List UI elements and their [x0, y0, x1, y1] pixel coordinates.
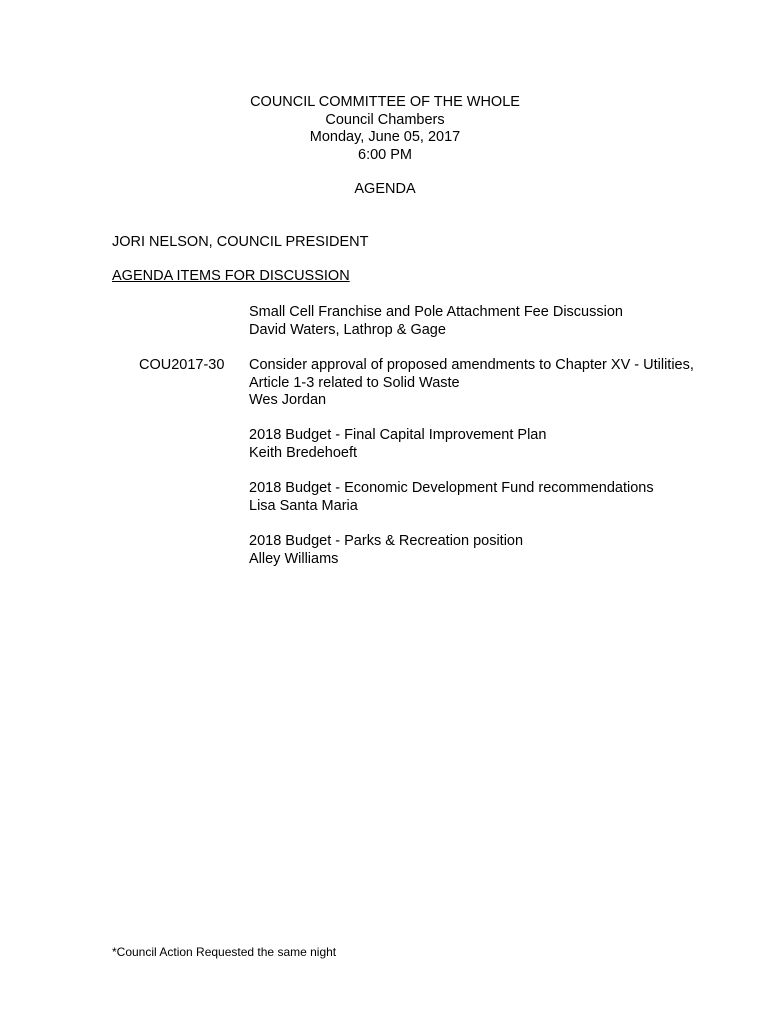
item-text	[249, 533, 729, 568]
agenda-label: AGENDA	[354, 181, 416, 197]
item-code: COU2017-30	[139, 357, 225, 373]
item-presenter: Keith Bredehoeft	[249, 444, 358, 461]
meeting-header	[0, 94, 770, 164]
item-presenter: Wes Jordan	[249, 392, 327, 408]
item-title: 2018 Budget - Final Capital Improvement Plan	[249, 427, 547, 443]
item-text	[249, 480, 729, 515]
item-text	[249, 357, 729, 410]
meeting-title: COUNCIL COMMITTEE OF THE WHOLE	[250, 94, 520, 110]
meeting-time: 6:00 PM	[358, 146, 412, 163]
item-title: 2018 Budget - Parks & Recreation position	[249, 533, 524, 549]
item-title: Consider approval of proposed amendments to Chapter XV - Utilities,	[249, 357, 694, 373]
item-title: Small Cell Franchise and Pole Attachment Fee Discussion	[249, 304, 623, 320]
item-title-continued: Article 1-3 related to Solid Waste	[249, 374, 460, 391]
item-text	[249, 427, 729, 462]
footnote: *Council Action Requested the same night	[112, 945, 337, 959]
item-presenter: Alley Williams	[249, 550, 339, 567]
item-presenter: David Waters, Lathrop & Gage	[249, 321, 446, 338]
section-heading: AGENDA ITEMS FOR DISCUSSION	[112, 268, 350, 284]
meeting-location: Council Chambers	[325, 111, 445, 128]
item-text	[249, 304, 729, 339]
item-presenter: Lisa Santa Maria	[249, 497, 358, 514]
council-president: JORI NELSON, COUNCIL PRESIDENT	[112, 234, 369, 250]
meeting-date: Monday, June 05, 2017	[309, 129, 461, 145]
item-title: 2018 Budget - Economic Development Fund recommendations	[249, 480, 654, 496]
